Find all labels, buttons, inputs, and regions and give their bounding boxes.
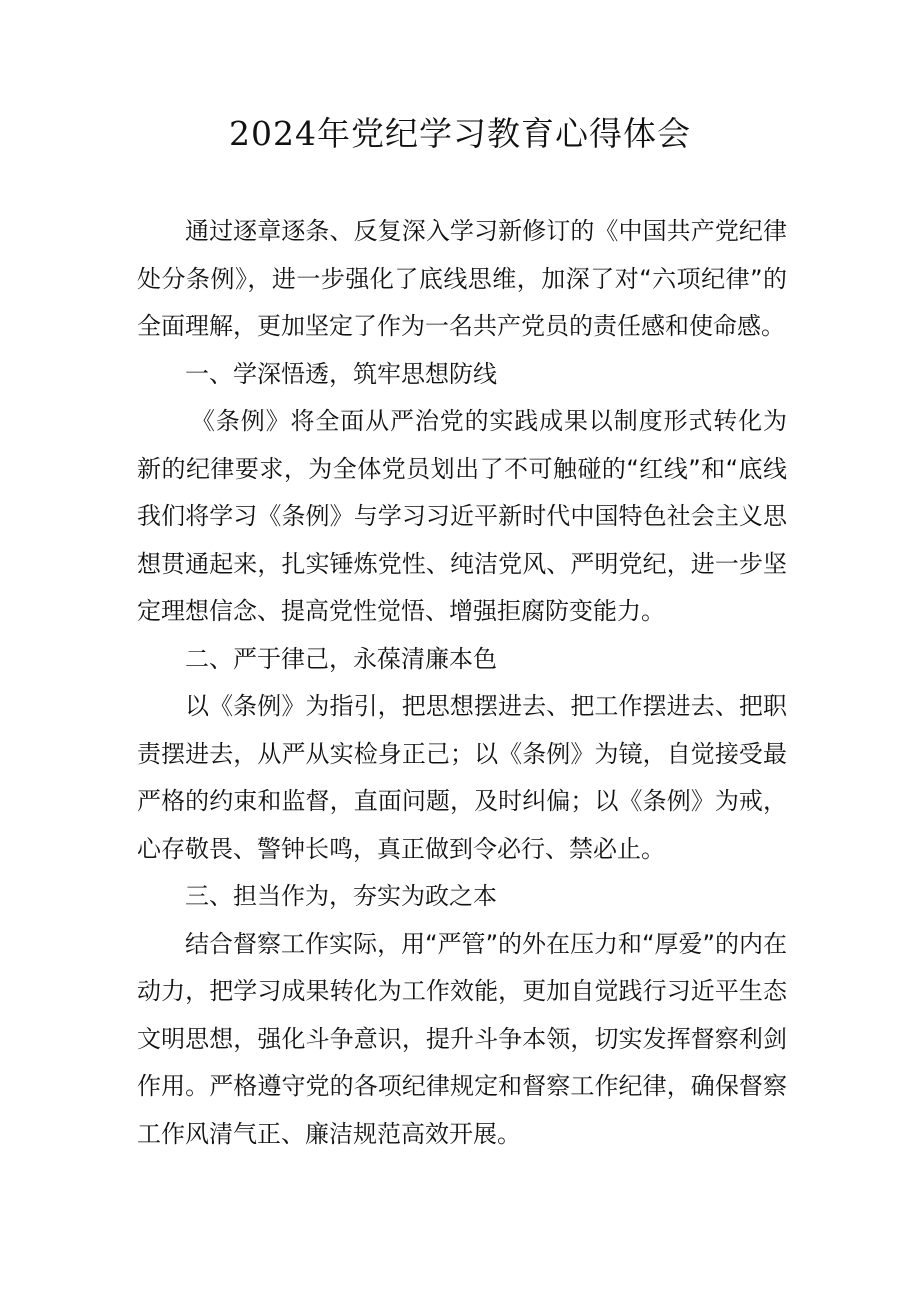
section-heading-1: 一、学深悟透，筑牢思想防线	[185, 359, 497, 388]
section-body-3: 结合督察工作实际，用“严管”的外在压力和“厚爱”的内在动力，把学习成果转化为工作效能，更加自觉践行习近平生态文明思想，强化斗争意识，提升斗争本领，切实发挥督察利剑作用。严格遵守党的各项纪律规定和督察工作纪律，确保督察工作风清气正、廉洁规范高效开展。	[137, 929, 787, 1148]
document-title: 2024年党纪学习教育心得体会	[229, 114, 691, 153]
section-body-2: 以《条例》为指引，把思想摆进去、把工作摆进去、把职责摆进去，从严从实检身正己；以《条例》为镜，自觉接受最严格的约束和监督，直面问题，及时纠偏；以《条例》为戒，心存敬畏、警钟长鸣，真正做到令必行、禁必止。	[137, 692, 787, 863]
document-body	[137, 208, 787, 1158]
intro-paragraph: 通过逐章逐条、反复深入学习新修订的《中国共产党纪律处分条例》，进一步强化了底线思维，加深了对“六项纪律”的全面理解，更加坚定了作为一名共产党员的责任感和使命感。	[137, 217, 787, 340]
section-heading-3: 三、担当作为，夯实为政之本	[185, 882, 497, 910]
section-body-1: 《条例》将全面从严治党的实践成果以制度形式转化为新的纪律要求，为全体党员划出了不可触碰的“红线”和“底线我们将学习《条例》与学习习近平新时代中国特色社会主义思想贯通起来，扎实锤炼党性、纯洁党风、严明党纪，进一步坚定理想信念、提高党性觉悟、增强拒腐防变能力。	[137, 407, 787, 625]
section-heading-2: 二、严于律己，永葆清廉本色	[185, 644, 497, 673]
